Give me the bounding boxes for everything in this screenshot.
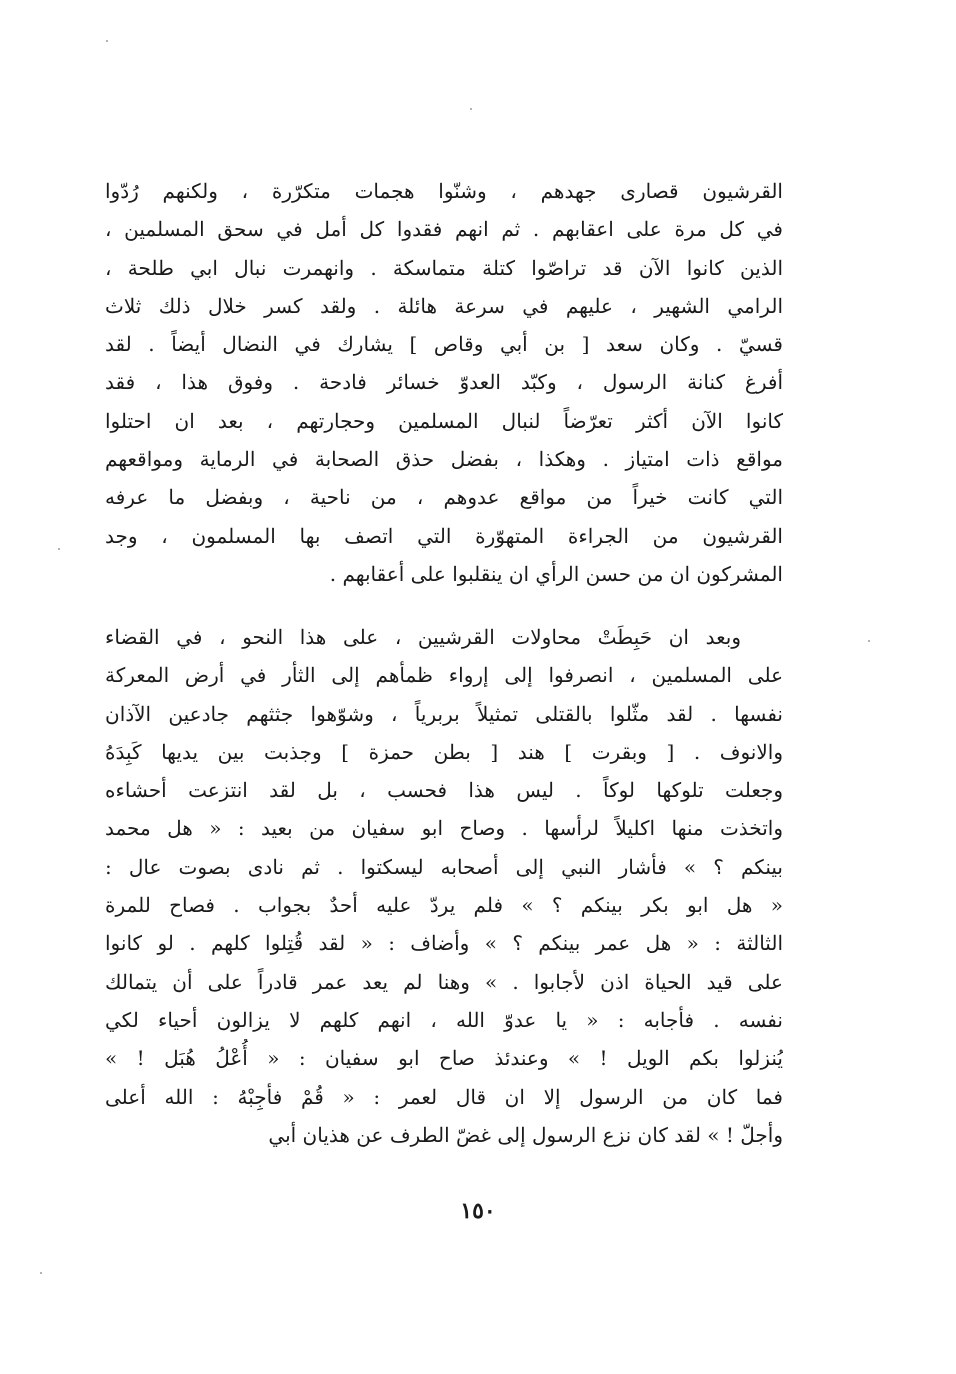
text-line: واتخذت منها اكليلاً لرأسها . وصاح ابو سفيان من بعيد : « هل محمد (105, 816, 783, 841)
scan-speck (106, 40, 108, 42)
text-line: قسيّ . وكان سعد [ بن أبي وقاص ] يشارك في النضال أيضاً . لقد (105, 332, 783, 357)
text-line: أفرغ كنانة الرسول ، وكبّد العدوّ خسائر فادحة . وفوق هذا ، فقد (105, 370, 783, 395)
text-line: على المسلمين ، انصرفوا إلى إرواء ظمأهم إلى الثأر في أرض المعركة (105, 663, 783, 688)
text-line: يُنزلوا بكم الويل ! » وعندئذ صاح ابو سفيان : « أُعْلُ هُبَل ! » (105, 1046, 783, 1071)
paragraph-2 (105, 618, 783, 1154)
text-line: وجعلت تلوكها لوكاً . ليس هذا فحسب ، بل لقد انتزعت أحشاءه (105, 778, 783, 803)
text-line: الرامي الشهير ، عليهم في سرعة هائلة . ولقد كسر خلال ذلك ثلاث (105, 293, 783, 318)
text-line: في كل مرة على اعقابهم . ثم انهم فقدوا كل أمل في سحق المسلمين ، (105, 217, 783, 242)
text-line: التي كانت خيراً من مواقع عدوهم ، من ناحية ، وبفضل ما عرفه (105, 485, 783, 510)
text-line: القرشيون من الجراءة المتهوّرة التي اتصف بها المسلمون ، وجد (105, 523, 783, 548)
scan-speck (40, 1272, 42, 1274)
text-line: « هل ابو بكر بينكم ؟ » فلم يردّ عليه أحدٌ بجواب . فصاح للمرة (105, 893, 783, 918)
paragraph-1 (105, 172, 783, 593)
text-line: على قيد الحياة اذن لأجابوا . » وهنا لم يعد عمر قادراً على أن يتمالك (105, 969, 783, 994)
text-line: مواقع ذات امتياز . وهكذا ، بفضل حذق الصحابة في الرماية ومواقعهم (105, 447, 783, 472)
text-line: بينكم ؟ » فأشار النبي إلى أصحابه ليسكتوا . ثم نادى بصوت عال : (105, 854, 783, 879)
text-line: وأجلّ ! » لقد كان نزع الرسول إلى غضّ الطرف عن هذيان أبي (268, 1122, 783, 1147)
text-line: كانوا الآن أكثر تعرّضاً لنبال المسلمين وحجارتهم ، بعد ان احتلوا (105, 408, 783, 433)
text-line: والانوف . [ وبقرت ] هند [ بطن حمزة ] وجذبت بين يديها كَبِدَهُ (105, 739, 783, 764)
text-line: المشركون ان من حسن الرأي ان ينقلبوا على أعقابهم . (329, 561, 783, 586)
text-line: فما كان من الرسول إلا ان قال لعمر : « قُمْ فأجِبْهُ : الله أعلى (105, 1084, 783, 1109)
text-line: وبعد ان حَبِطَتْ محاولات القرشيين ، على هذا النحو ، في القضاء (105, 625, 741, 649)
text-line: نفسها . لقد مثّلوا بالقتلى تمثيلاً بربرياً ، وشوّهوا جثثهم جادعين الآذان (105, 701, 783, 726)
scan-speck (868, 640, 870, 642)
text-line: نفسه . فأجابه : « يا عدوّ الله ، انهم كلهم لا يزالون أحياء لكي (105, 1007, 783, 1032)
text-line: القرشيون قصارى جهدهم ، وشنّوا هجمات متكرّرة ، ولكنهم رُدّوا (105, 179, 783, 203)
text-line: الثالثة : « هل عمر بينكم ؟ » وأضاف : « لقد قُتِلوا كلهم . لو كانوا (105, 931, 783, 956)
page-number: ١٥٠ (460, 1198, 496, 1224)
scan-speck (470, 108, 472, 110)
text-line: الذين كانوا الآن قد تراصّوا كتلة متماسكة . وانهمرت نبال ابي طلحة ، (105, 255, 783, 280)
scan-speck (58, 548, 60, 550)
